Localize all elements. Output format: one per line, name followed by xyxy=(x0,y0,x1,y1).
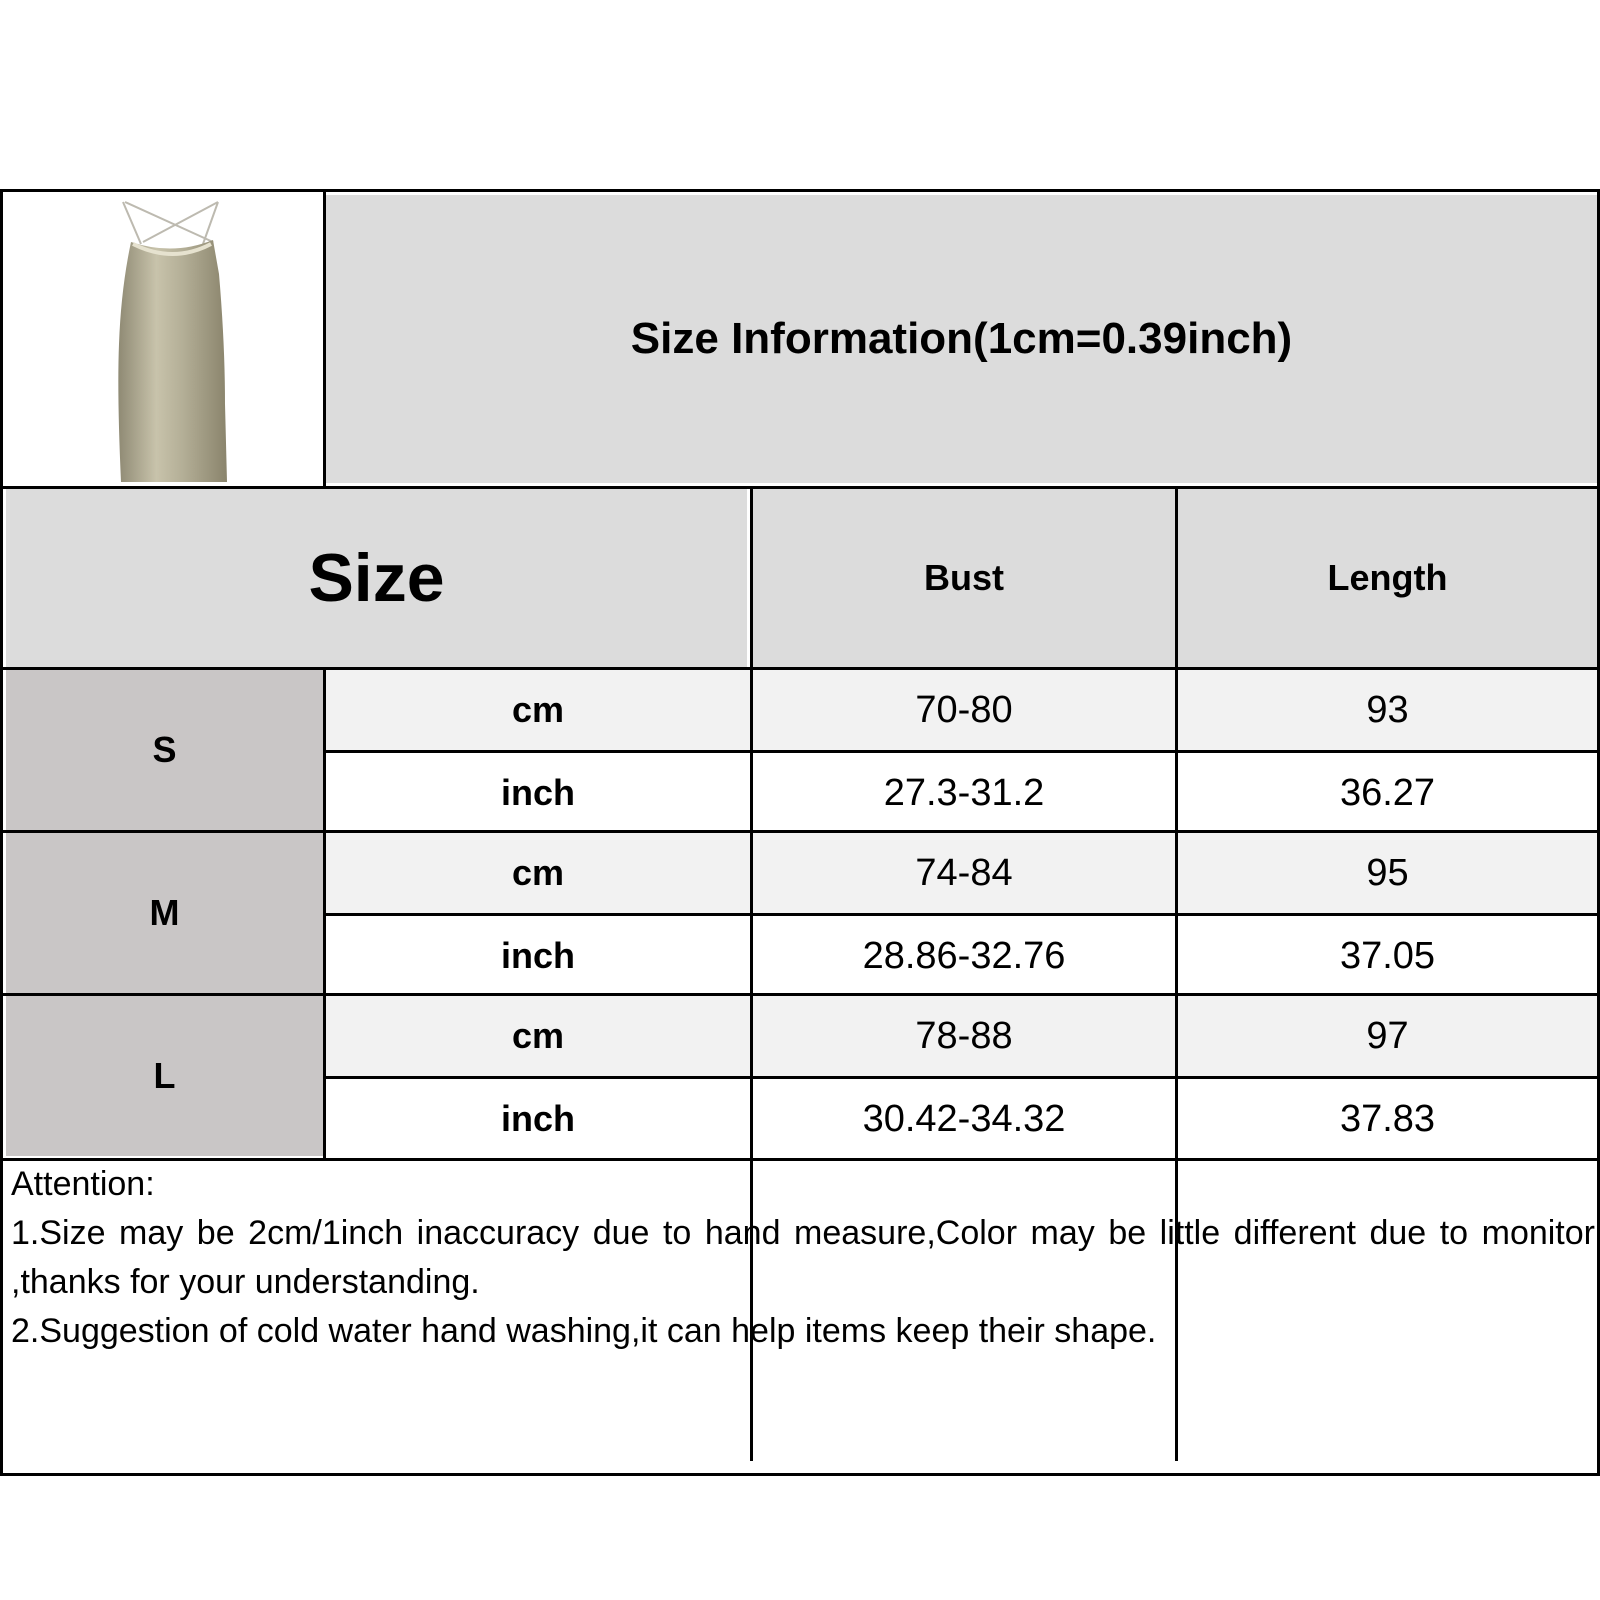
length-value: 37.83 xyxy=(1339,1097,1436,1140)
bust-value-cell xyxy=(753,1079,1175,1159)
bust-value: 74-84 xyxy=(915,851,1013,894)
notes-heading: Attention: xyxy=(11,1165,155,1203)
size-label-cell xyxy=(6,833,323,993)
bust-value-cell xyxy=(753,996,1175,1076)
bust-value: 30.42-34.32 xyxy=(862,1097,1066,1140)
size-label: M xyxy=(149,892,180,933)
notes-line-1: 1.Size may be 2cm/1inch inaccuracy due to hand measure,Color may be little different due to monitor ,thanks for your understanding. xyxy=(11,1214,1595,1301)
size-chart xyxy=(0,189,1600,1476)
dress-image xyxy=(13,194,313,484)
size-label: S xyxy=(152,729,177,770)
unit-label: inch xyxy=(500,935,575,976)
length-column-header: Length xyxy=(1178,489,1597,667)
unit-label-cell xyxy=(326,996,750,1076)
unit-label-cell xyxy=(326,833,750,913)
unit-label: cm xyxy=(511,689,565,730)
size-label-cell xyxy=(6,670,323,830)
size-column-header: Size xyxy=(6,489,747,667)
size-label: L xyxy=(153,1055,176,1096)
bust-value-cell xyxy=(753,833,1175,913)
bust-value: 70-80 xyxy=(915,688,1013,731)
bust-value-cell xyxy=(753,753,1175,833)
length-value: 97 xyxy=(1366,1014,1409,1057)
bust-value: 28.86-32.76 xyxy=(862,934,1066,977)
bust-value: 78-88 xyxy=(915,1014,1013,1057)
length-value: 36.27 xyxy=(1339,771,1436,814)
unit-label-cell xyxy=(326,1079,750,1159)
length-value-cell xyxy=(1178,833,1597,913)
attention-notes xyxy=(11,1160,1595,1356)
length-value-cell xyxy=(1178,753,1597,833)
bust-value-cell xyxy=(753,916,1175,996)
size-label-cell xyxy=(6,996,323,1156)
unit-label: cm xyxy=(511,852,565,893)
unit-label-cell xyxy=(326,753,750,833)
bust-value: 27.3-31.2 xyxy=(883,771,1045,814)
chart-title: Size Information(1cm=0.39inch) xyxy=(630,314,1293,363)
bust-column-header: Bust xyxy=(753,489,1175,667)
length-value-cell xyxy=(1178,916,1597,996)
notes-line-2: 2.Suggestion of cold water hand washing,it can help items keep their shape. xyxy=(11,1312,1157,1350)
bust-value-cell xyxy=(753,670,1175,750)
length-value: 93 xyxy=(1366,688,1409,731)
length-value: 95 xyxy=(1366,851,1409,894)
length-value-cell xyxy=(1178,1079,1597,1159)
length-value: 37.05 xyxy=(1339,934,1436,977)
length-value-cell xyxy=(1178,996,1597,1076)
unit-label: inch xyxy=(500,772,575,813)
chart-title-cell xyxy=(326,195,1597,483)
unit-label: inch xyxy=(500,1098,575,1139)
unit-label-cell xyxy=(326,670,750,750)
unit-label: cm xyxy=(511,1015,565,1056)
product-image xyxy=(3,192,323,486)
length-value-cell xyxy=(1178,670,1597,750)
unit-label-cell xyxy=(326,916,750,996)
